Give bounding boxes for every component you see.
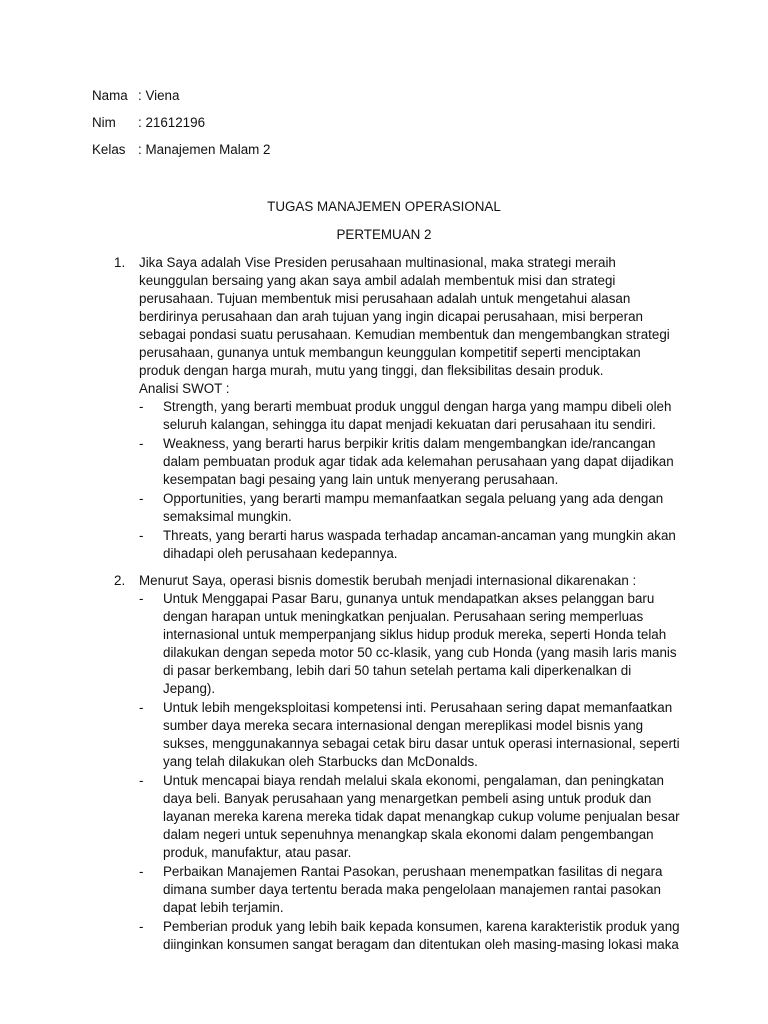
swot-opportunities: Opportunities, yang berarti mampu memanfaatkan segala peluang yang ada dengan semaksimal mungkin. (163, 491, 664, 524)
reason-low-cost: Untuk mencapai biaya rendah melalui skala ekonomi, pengalaman, dan peningkatan daya beli. Banyak perusahaan yang menargetkan pembeli asing untuk produk dan layanan mereka karena mereka tidak dapat menangkap cukup volume penjualan besar dalam negeri untuk sepenuhnya menangkap skala ekonomi dalam pengembangan produk, manufaktur, atau pasar. (163, 773, 680, 860)
section-1-intro: Jika Saya adalah Vise Presiden perusahaan multinasional, maka strategi meraih keunggulan bersaing yang akan saya ambil adalah membentuk misi dan strategi perusahaan. Tujuan membentuk misi perusahaan adalah untuk mengetahui alasan berdirinya perusahaan dan arah tujuan yang ingin dicapai perusahaan, misi berperan sebagai pondasi suatu perusahaan. Kemudian membentuk dan mengembangkan strategi perusahaan, gunanya untuk membangun keunggulan kompetitif seperti menciptakan produk dengan harga murah, mutu yang tinggi, dan fleksibilitas desain produk. (139, 255, 670, 378)
swot-weakness: Weakness, yang berarti harus berpikir kritis dalam mengembangkan ide/rancangan dalam pembuatan produk agar tidak ada kelemahan perusahaan yang dapat dijadikan kesempatan bagi pesaing yang lain untuk menyerang perusahaan. (163, 436, 674, 487)
reason-new-market: Untuk Menggapai Pasar Baru, gunanya untuk mendapatkan akses pelanggan baru dengan harapan untuk meningkatkan penjualan. Perusahaan sering memperluas internasional untuk memperpanjang siklus hidup produk mereka, seperti Honda telah dilakukan dengan sepeda motor 50 cc-klasik, yang cub Honda (yang masih laris manis di pasar berkembang, lebih dari 50 tahun setelah pertama kali diperkenalkan di Jepang). (163, 591, 677, 696)
list-item: - Untuk mencapai biaya rendah melalui skala ekonomi, pengalaman, dan peningkatan daya beli. Banyak perusahaan yang menargetkan pembeli asing untuk produk dan layanan mereka karena mereka tidak dapat menangkap cukup volume penjualan besar dalam negeri untuk sepenuhnya menangkap skala ekonomi dalam pengembangan produk, manufaktur, atau pasar. (139, 773, 680, 860)
kelas-row (92, 141, 270, 159)
document-title: TUGAS MANAJEMEN OPERASIONAL (267, 199, 501, 214)
swot-label: Analisi SWOT : (139, 381, 230, 396)
list-item: - Opportunities, yang berarti mampu memanfaatkan segala peluang yang ada dengan semaksimal mungkin. (139, 491, 664, 524)
section-1-number: 1. (114, 255, 126, 270)
list-item: - Weakness, yang berarti harus berpikir kritis dalam mengembangkan ide/rancangan dalam pembuatan produk agar tidak ada kelemahan perusahaan yang dapat dijadikan kesempatan bagi pesaing yang lain untuk menyerang perusahaan. (139, 436, 674, 487)
swot-list (139, 398, 680, 563)
list-item: - Perbaikan Manajemen Rantai Pasokan, perushaan menempatkan fasilitas di negara dimana sumber daya tertentu berada maka pengelolaan manajemen rantai pasokan dapat lebih terjamin. (139, 864, 663, 915)
list-item: - Strength, yang berarti membuat produk unggul dengan harga yang mampu dibeli oleh seluruh kalangan, sehingga itu dapat menjadi kekuatan dari perusahaan itu sendiri. (139, 399, 672, 432)
list-item: - Untuk Menggapai Pasar Baru, gunanya untuk mendapatkan akses pelanggan baru dengan harapan untuk meningkatkan penjualan. Perusahaan sering memperluas internasional untuk memperpanjang siklus hidup produk mereka, seperti Honda telah dilakukan dengan sepeda motor 50 cc-klasik, yang cub Honda (yang masih laris manis di pasar berkembang, lebih dari 50 tahun setelah pertama kali diperkenalkan di Jepang). (139, 591, 677, 696)
section-1 (114, 254, 680, 564)
section-2 (114, 572, 680, 955)
section-2-number: 2. (114, 573, 126, 588)
list-item: - Threats, yang berarti harus waspada terhadap ancaman-ancaman yang mungkin akan dihadapi oleh perusahaan kedepannya. (139, 528, 676, 561)
reasons-list (139, 590, 680, 954)
nama-label: Nama (92, 88, 128, 103)
nama-value: : Viena (138, 88, 180, 103)
kelas-value: : Manajemen Malam 2 (138, 142, 271, 157)
list-item: - Untuk lebih mengeksploitasi kompetensi inti. Perusahaan sering dapat memanfaatkan sumber daya mereka secara internasional dengan mereplikasi model bisnis yang sukses, menggunakannya sebagai cetak biru dasar untuk operasi internasional, seperti yang telah dilakukan oleh Starbucks dan McDonalds. (139, 700, 680, 769)
reason-supply-chain: Perbaikan Manajemen Rantai Pasokan, perushaan menempatkan fasilitas di negara dimana sumber daya tertentu berada maka pengelolaan manajemen rantai pasokan dapat lebih terjamin. (163, 864, 663, 915)
swot-strength: Strength, yang berarti membuat produk unggul dengan harga yang mampu dibeli oleh seluruh kalangan, sehingga itu dapat menjadi kekuatan dari perusahaan itu sendiri. (163, 399, 672, 432)
nim-value: : 21612196 (138, 115, 206, 130)
nim-label: Nim (92, 115, 116, 130)
reason-better-product: Pemberian produk yang lebih baik kepada konsumen, karena karakteristik produk yang diinginkan konsumen sangat beragam dan ditentukan oleh masing-masing lokasi maka (163, 919, 680, 952)
document-subtitle: PERTEMUAN 2 (336, 227, 432, 242)
nim-row (92, 114, 205, 132)
reason-core-competence: Untuk lebih mengeksploitasi kompetensi inti. Perusahaan sering dapat memanfaatkan sumber daya mereka secara internasional dengan mereplikasi model bisnis yang sukses, menggunakannya sebagai cetak biru dasar untuk operasi internasional, seperti yang telah dilakukan oleh Starbucks dan McDonalds. (163, 700, 680, 769)
section-2-intro: Menurut Saya, operasi bisnis domestik berubah menjadi internasional dikarenakan : (139, 573, 637, 588)
nama-row (92, 87, 179, 105)
kelas-label: Kelas (92, 142, 126, 157)
list-item: - Pemberian produk yang lebih baik kepada konsumen, karena karakteristik produk yang diinginkan konsumen sangat beragam dan ditentukan oleh masing-masing lokasi maka (139, 919, 680, 952)
swot-threats: Threats, yang berarti harus waspada terhadap ancaman-ancaman yang mungkin akan dihadapi oleh perusahaan kedepannya. (163, 528, 676, 561)
